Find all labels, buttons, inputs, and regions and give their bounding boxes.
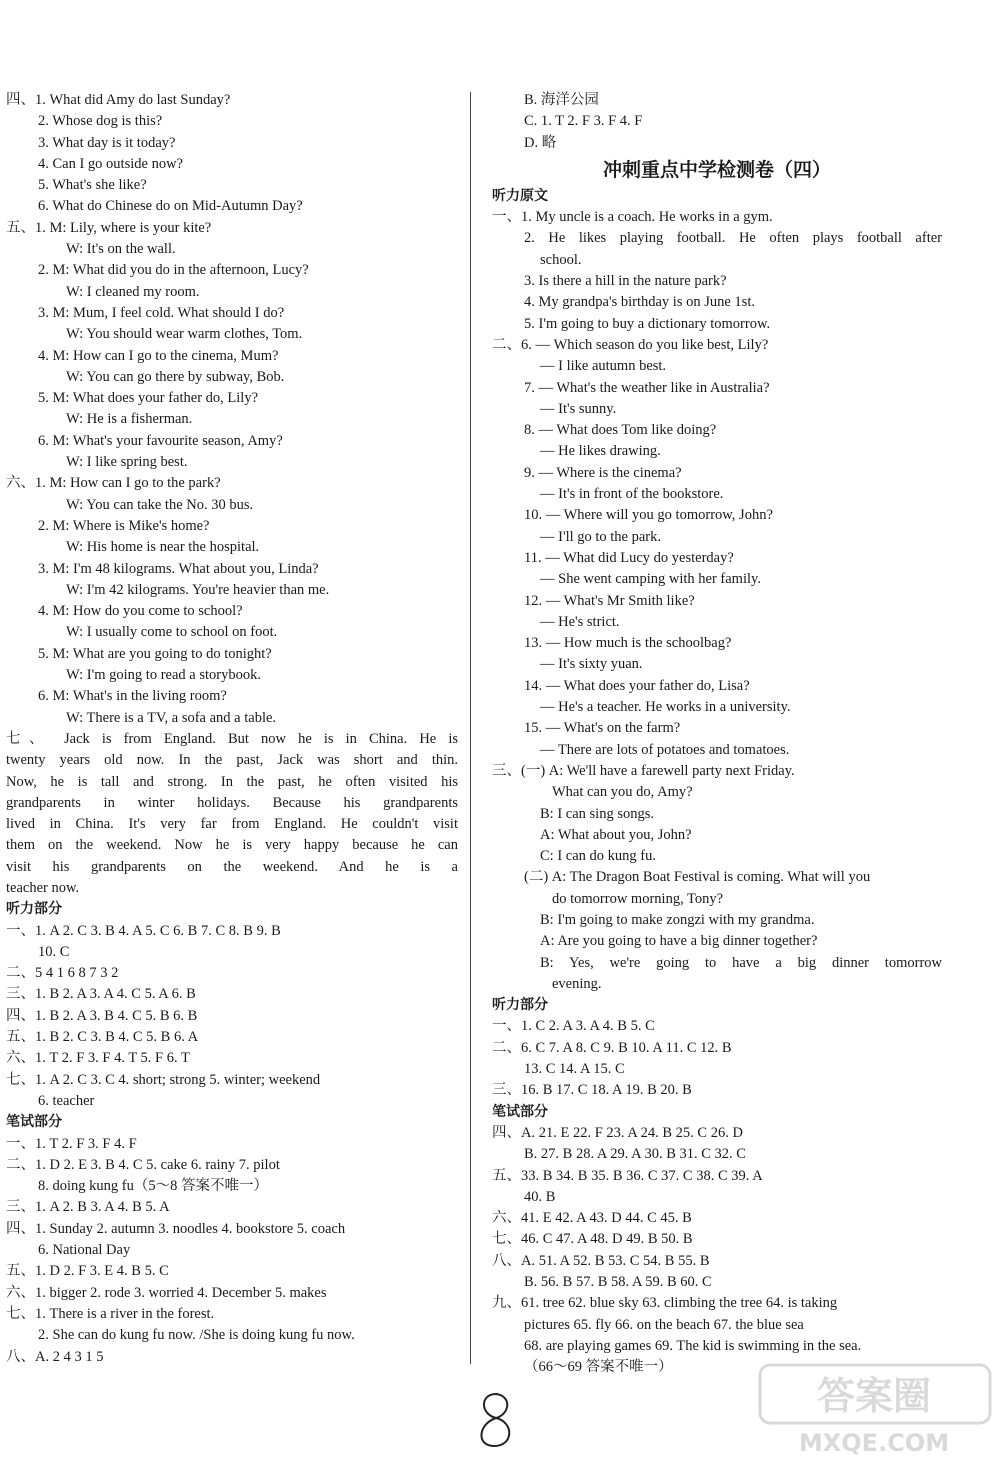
left-line-40: 一、1. A 2. C 3. B 4. A 5. C 6. B 7. C 8. B 9. B xyxy=(6,922,281,939)
left-line-2: 2. Whose dog is this? xyxy=(38,113,163,130)
right-top-line-3: D. 略 xyxy=(524,134,557,151)
left-line-49: 笔试部分 xyxy=(6,1114,62,1131)
right-line-40: 一、1. C 2. A 3. A 4. B 5. C xyxy=(492,1018,655,1035)
left-line-28: W: I'm going to read a storybook. xyxy=(66,667,261,684)
left-line-36: them on the weekend. Now he is very happy because he can xyxy=(6,837,458,854)
left-line-41: 10. C xyxy=(38,943,70,960)
left-line-18: W: I like spring best. xyxy=(66,454,188,471)
right-line-1: 听力原文 xyxy=(492,187,548,204)
left-line-57: 六、1. bigger 2. rode 3. worried 4. December 5. makes xyxy=(6,1284,327,1301)
column-divider xyxy=(470,92,471,1364)
right-line-55: 68. are playing games 69. The kid is swimming in the sea. xyxy=(524,1337,862,1354)
right-line-19: — She went camping with her family. xyxy=(540,571,761,588)
right-line-50: 七、46. C 47. A 48. D 49. B 50. B xyxy=(492,1231,693,1248)
right-line-18: 11. — What did Lucy do yesterday? xyxy=(524,549,734,566)
watermark-line2: MXQE.COM xyxy=(798,1429,950,1457)
left-line-23: 3. M: I'm 48 kilograms. What about you, Linda? xyxy=(38,560,319,577)
right-column-answers xyxy=(492,186,942,1379)
left-line-52: 8. doing kung fu（5～8 答案不唯一） xyxy=(38,1178,268,1195)
right-line-52: B. 56. B 57. B 58. A 59. B 60. C xyxy=(524,1274,712,1291)
right-line-41: 二、6. C 7. A 8. C 9. B 10. A 11. C 12. B xyxy=(492,1039,732,1056)
left-line-38: teacher now. xyxy=(6,879,80,896)
left-line-10: W: I cleaned my room. xyxy=(66,283,200,300)
handwritten-page-number xyxy=(460,1388,530,1453)
left-line-37: visit his grandparents on the weekend. And he is a xyxy=(6,858,458,875)
left-line-24: W: I'm 42 kilograms. You're heavier than me. xyxy=(66,581,330,598)
left-column xyxy=(6,90,458,1368)
right-line-24: 14. — What does your father do, Lisa? xyxy=(524,677,750,694)
left-line-31: 七、 Jack is from England. But now he is in China. He is xyxy=(6,730,458,747)
left-line-27: 5. M: What are you going to do tonight? xyxy=(38,645,272,662)
right-line-56: （66～69 答案不唯一） xyxy=(524,1359,673,1376)
right-line-10: 7. — What's the weather like in Australia? xyxy=(524,379,770,396)
left-line-30: W: There is a TV, a sofa and a table. xyxy=(66,709,277,726)
left-line-51: 二、1. D 2. E 3. B 4. C 5. cake 6. rainy 7. pilot xyxy=(6,1156,280,1173)
left-line-5: 5. What's she like? xyxy=(38,177,147,194)
left-line-43: 三、1. B 2. A 3. A 4. C 5. A 6. B xyxy=(6,986,196,1003)
right-line-11: — It's sunny. xyxy=(540,400,617,417)
right-line-16: 10. — Where will you go tomorrow, John? xyxy=(524,507,773,524)
right-line-20: 12. — What's Mr Smith like? xyxy=(524,592,695,609)
right-line-46: B. 27. B 28. A 29. A 30. B 31. C 32. C xyxy=(524,1146,746,1163)
right-line-42: 13. C 14. A 15. C xyxy=(524,1061,625,1078)
right-column-top-answers xyxy=(492,90,942,154)
left-line-55: 6. National Day xyxy=(38,1242,131,1259)
right-line-3: 2. He likes playing football. He often plays football after xyxy=(524,230,942,247)
right-line-21: — He's strict. xyxy=(540,613,620,630)
left-line-48: 6. teacher xyxy=(38,1092,95,1109)
left-line-45: 五、1. B 2. C 3. B 4. C 5. B 6. A xyxy=(6,1029,199,1046)
right-line-35: B: I'm going to make zongzi with my grandma. xyxy=(540,911,815,928)
left-line-44: 四、1. B 2. A 3. B 4. C 5. B 6. B xyxy=(6,1007,198,1024)
right-line-54: pictures 65. fly 66. on the beach 67. the blue sea xyxy=(524,1316,804,1333)
right-line-4: school. xyxy=(540,251,582,268)
left-line-59: 2. She can do kung fu now. /She is doing kung fu now. xyxy=(38,1327,355,1344)
left-line-35: lived in China. It's very far from England. He couldn't visit xyxy=(6,816,458,833)
left-line-13: 4. M: How can I go to the cinema, Mum? xyxy=(38,347,279,364)
right-line-37: B: Yes, we're going to have a big dinner tomorrow xyxy=(540,954,942,971)
right-line-31: A: What about you, John? xyxy=(540,826,692,843)
right-line-29: What can you do, Amy? xyxy=(552,784,693,801)
left-line-6: 6. What do Chinese do on Mid-Autumn Day? xyxy=(38,198,303,215)
left-line-15: 5. M: What does your father do, Lily? xyxy=(38,390,258,407)
right-line-39: 听力部分 xyxy=(492,997,548,1014)
right-line-5: 3. Is there a hill in the nature park? xyxy=(524,273,727,290)
left-line-1: 四、1. What did Amy do last Sunday? xyxy=(6,92,231,108)
left-line-47: 七、1. A 2. C 3. C 4. short; strong 5. winter; weekend xyxy=(6,1071,321,1088)
section-title: 冲刺重点中学检测卷（四） xyxy=(602,158,831,181)
right-line-48: 40. B xyxy=(524,1188,556,1205)
right-line-43: 三、16. B 17. C 18. A 19. B 20. B xyxy=(492,1082,692,1099)
right-line-38: evening. xyxy=(552,975,602,992)
right-line-9: — I like autumn best. xyxy=(540,358,667,375)
right-line-17: — I'll go to the park. xyxy=(540,528,662,545)
left-line-34: grandparents in winter holidays. Because his grandparents xyxy=(6,794,458,811)
right-line-33: (二) A: The Dragon Boat Festival is coming. What will you xyxy=(524,869,871,886)
left-line-22: W: His home is near the hospital. xyxy=(66,539,260,556)
right-line-25: — He's a teacher. He works in a university. xyxy=(540,699,791,716)
left-line-42: 二、5 4 1 6 8 7 3 2 xyxy=(6,965,119,982)
right-line-30: B: I can sing songs. xyxy=(540,805,654,822)
right-line-6: 4. My grandpa's birthday is on June 1st. xyxy=(524,294,755,311)
right-line-34: do tomorrow morning, Tony? xyxy=(552,890,724,907)
left-line-58: 七、1. There is a river in the forest. xyxy=(6,1305,215,1322)
right-top-line-2: C. 1. T 2. F 3. F 4. F xyxy=(524,113,643,130)
left-line-8: W: It's on the wall. xyxy=(66,241,176,258)
right-top-line-1: B. 海洋公园 xyxy=(524,92,599,108)
right-line-2: 一、1. My uncle is a coach. He works in a gym. xyxy=(492,209,773,226)
right-line-22: 13. — How much is the schoolbag? xyxy=(524,635,732,652)
right-line-23: — It's sixty yuan. xyxy=(540,656,643,673)
watermark-logo xyxy=(756,1359,996,1459)
right-line-45: 四、A. 21. E 22. F 23. A 24. B 25. C 26. D xyxy=(492,1124,743,1141)
left-line-3: 3. What day is it today? xyxy=(38,134,176,151)
right-line-49: 六、41. E 42. A 43. D 44. C 45. B xyxy=(492,1210,692,1227)
left-line-11: 3. M: Mum, I feel cold. What should I do? xyxy=(38,304,285,321)
left-line-33: Now, he is tall and strong. In the past, he often visited his xyxy=(6,773,458,790)
right-column xyxy=(492,90,942,1379)
right-line-44: 笔试部分 xyxy=(492,1103,548,1120)
left-line-60: 八、A. 2 4 3 1 5 xyxy=(6,1348,104,1365)
right-line-15: — It's in front of the bookstore. xyxy=(540,486,724,503)
left-line-7: 五、1. M: Lily, where is your kite? xyxy=(6,219,212,236)
left-line-56: 五、1. D 2. F 3. E 4. B 5. C xyxy=(6,1263,169,1280)
watermark-line1: 答案圈 xyxy=(816,1374,932,1418)
left-line-53: 三、1. A 2. B 3. A 4. B 5. A xyxy=(6,1199,170,1216)
right-line-7: 5. I'm going to buy a dictionary tomorrow. xyxy=(524,315,771,332)
left-line-21: 2. M: Where is Mike's home? xyxy=(38,517,210,534)
left-line-54: 四、1. Sunday 2. autumn 3. noodles 4. bookstore 5. coach xyxy=(6,1220,346,1237)
right-line-28: 三、(一) A: We'll have a farewell party next Friday. xyxy=(492,762,795,779)
left-line-4: 4. Can I go outside now? xyxy=(38,155,183,172)
left-line-19: 六、1. M: How can I go to the park? xyxy=(6,475,221,492)
left-line-32: twenty years old now. In the past, Jack was short and thin. xyxy=(6,752,458,769)
right-line-13: — He likes drawing. xyxy=(540,443,661,460)
right-line-47: 五、33. B 34. B 35. B 36. C 37. C 38. C 39. A xyxy=(492,1167,763,1184)
left-line-20: W: You can take the No. 30 bus. xyxy=(66,496,254,513)
left-line-26: W: I usually come to school on foot. xyxy=(66,624,278,641)
left-line-50: 一、1. T 2. F 3. F 4. F xyxy=(6,1135,137,1152)
left-line-17: 6. M: What's your favourite season, Amy? xyxy=(38,432,283,449)
right-line-12: 8. — What does Tom like doing? xyxy=(524,422,717,439)
left-line-29: 6. M: What's in the living room? xyxy=(38,688,227,705)
left-line-16: W: He is a fisherman. xyxy=(66,411,193,428)
right-line-51: 八、A. 51. A 52. B 53. C 54. B 55. B xyxy=(492,1252,710,1269)
left-line-9: 2. M: What did you do in the afternoon, Lucy? xyxy=(38,262,309,279)
right-line-27: — There are lots of potatoes and tomatoes. xyxy=(540,741,790,758)
right-line-26: 15. — What's on the farm? xyxy=(524,720,681,737)
left-line-14: W: You can go there by subway, Bob. xyxy=(66,368,285,385)
right-line-53: 九、61. tree 62. blue sky 63. climbing the tree 64. is taking xyxy=(492,1295,838,1312)
left-line-12: W: You should wear warm clothes, Tom. xyxy=(66,326,303,343)
right-line-8: 二、6. — Which season do you like best, Lily? xyxy=(492,336,769,353)
right-line-32: C: I can do kung fu. xyxy=(540,848,656,865)
left-line-46: 六、1. T 2. F 3. F 4. T 5. F 6. T xyxy=(6,1050,190,1067)
right-line-14: 9. — Where is the cinema? xyxy=(524,464,682,481)
right-line-36: A: Are you going to have a big dinner together? xyxy=(540,933,818,950)
left-line-25: 4. M: How do you come to school? xyxy=(38,603,243,620)
left-line-39: 听力部分 xyxy=(6,901,62,918)
